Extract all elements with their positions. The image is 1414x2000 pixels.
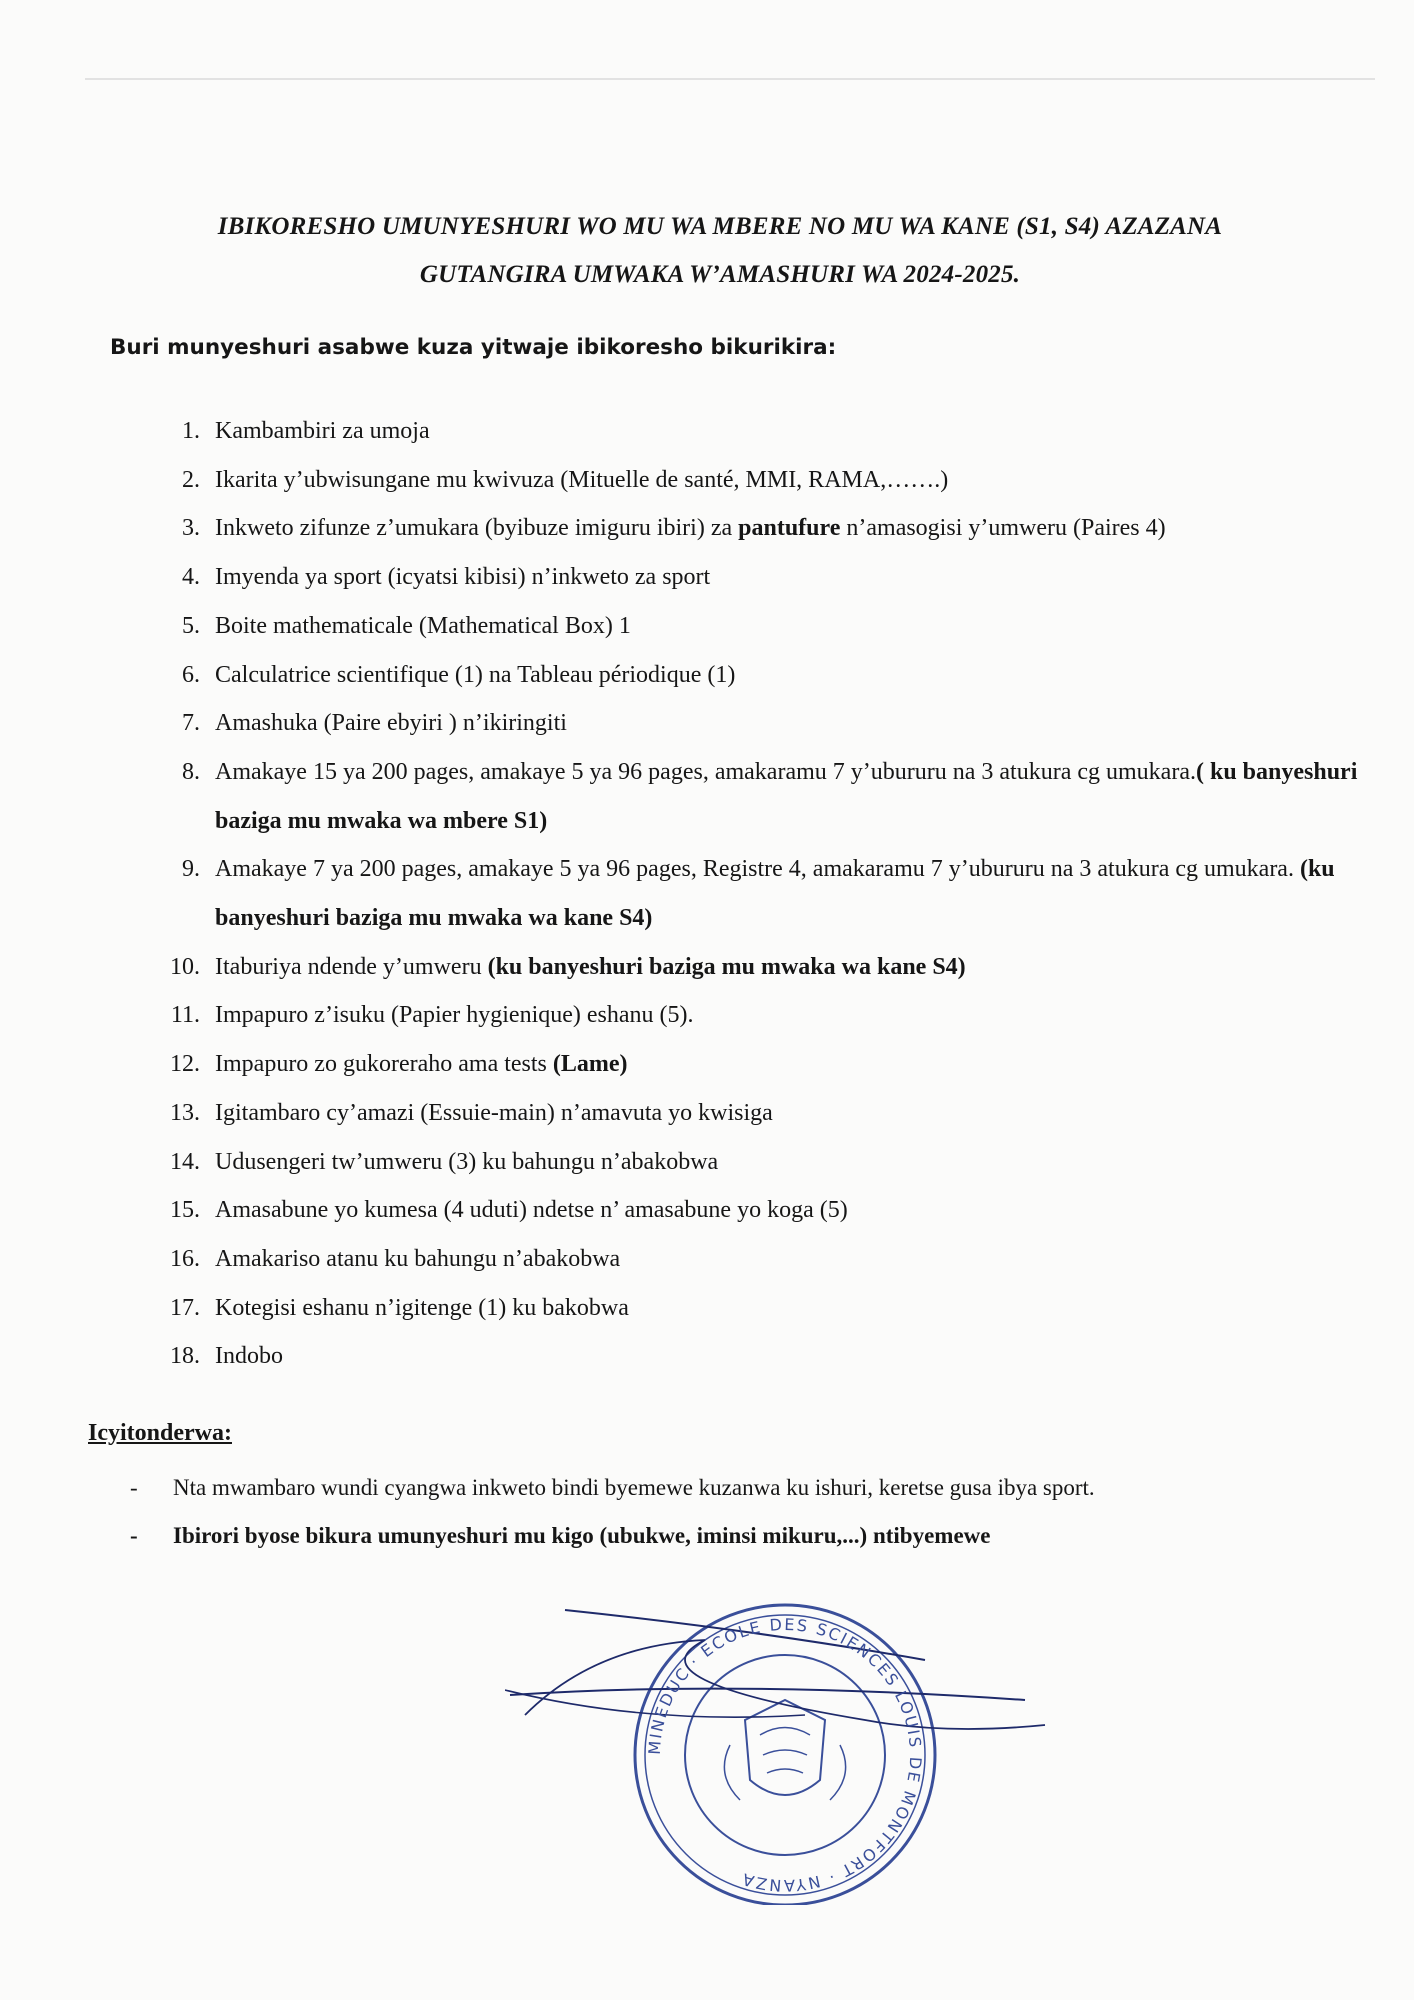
note-item: - Nta mwambaro wundi cyangwa inkweto bindi byemewe kuzanwa ku ishuri, keretse gusa ibya sport.: [130, 1464, 1380, 1512]
document-title: [120, 203, 1320, 299]
list-item: 18. Indobo: [170, 1343, 283, 1370]
svg-text:MINEDUC · ECOLE DES SCIENCES L: [645, 1615, 925, 1895]
intro-text: Buri munyeshuri asabwe kuza yitwaje ibikoresho bikurikira:: [110, 335, 837, 360]
list-item: 13. Igitambaro cy’amazi (Essuie-main) n’amavuta yo kwisiga: [170, 1099, 773, 1126]
title-line-2: GUTANGIRA UMWAKA W’AMASHURI WA 2024-2025.: [419, 261, 1021, 288]
list-item: 17. Kotegisi eshanu n’igitenge (1) ku bakobwa: [170, 1294, 629, 1321]
school-stamp-and-signature: [505, 1585, 1065, 1905]
list-item: 2. Ikarita y’ubwisungane mu kwivuza (Mituelle de santé, MMI, RAMA,…….): [182, 466, 949, 493]
list-item: 11. Impapuro z’isuku (Papier hygienique) eshanu (5).: [170, 1002, 694, 1029]
title-line-1: IBIKORESHO UMUNYESHURI WO MU WA MBERE NO MU WA KANE (S1, S4) AZAZANA: [217, 213, 1223, 240]
list-item: 3. Inkweto zifunze z’umukara (byibuze imiguru ibiri) za pantufure n’amasogisi y’umweru (Paires 4): [182, 515, 1166, 542]
scan-artifact: [85, 78, 1375, 80]
list-item: 9. Amakaye 7 ya 200 pages, amakaye 5 ya 96 pages, Registre 4, amakaramu 7 y’ubururu na 3 atukura cg umukara. (ku banyeshuri baziga mu mwaka wa kane S4): [182, 856, 1335, 932]
list-item: 4. Imyenda ya sport (icyatsi kibisi) n’inkweto za sport: [182, 564, 711, 591]
list-item: 16. Amakariso atanu ku bahungu n’abakobwa: [170, 1245, 621, 1272]
list-item: 10. Itaburiya ndende y’umweru (ku banyeshuri baziga mu mwaka wa kane S4): [170, 953, 966, 980]
list-item: 6. Calculatrice scientifique (1) na Tableau périodique (1): [182, 661, 736, 688]
list-item: 5. Boite mathematicale (Mathematical Box) 1: [182, 612, 631, 639]
stamp-ring-text: MINEDUC · ECOLE DES SCIENCES LOUIS DE MONTFORT · NYANZA: [644, 1614, 926, 1896]
list-item: 12. Impapuro zo gukoreraho ama tests (Lame): [170, 1051, 628, 1078]
list-item: 1. Kambambiri za umoja: [182, 418, 430, 444]
list-item: 14. Udusengeri tw’umweru (3) ku bahungu n’abakobwa: [170, 1148, 719, 1175]
notes-list: [130, 1464, 1380, 1560]
list-item: 7. Amashuka (Paire ebyiri ) n’ikiringiti: [182, 710, 567, 737]
notes-heading: Icyitonderwa:: [88, 1420, 232, 1446]
supplies-list: [170, 407, 1370, 1381]
list-item: 15. Amasabune yo kumesa (4 uduti) ndetse n’ amasabune yo koga (5): [170, 1197, 848, 1224]
list-item: 8. Amakaye 15 ya 200 pages, amakaye 5 ya 96 pages, amakaramu 7 y’ubururu na 3 atukura cg umukara.( ku banyeshuri baziga mu mwaka wa mbere S1): [182, 758, 1358, 834]
note-item: - Ibirori byose bikura umunyeshuri mu kigo (ubukwe, iminsi mikuru,...) ntibyemewe: [130, 1512, 1380, 1560]
